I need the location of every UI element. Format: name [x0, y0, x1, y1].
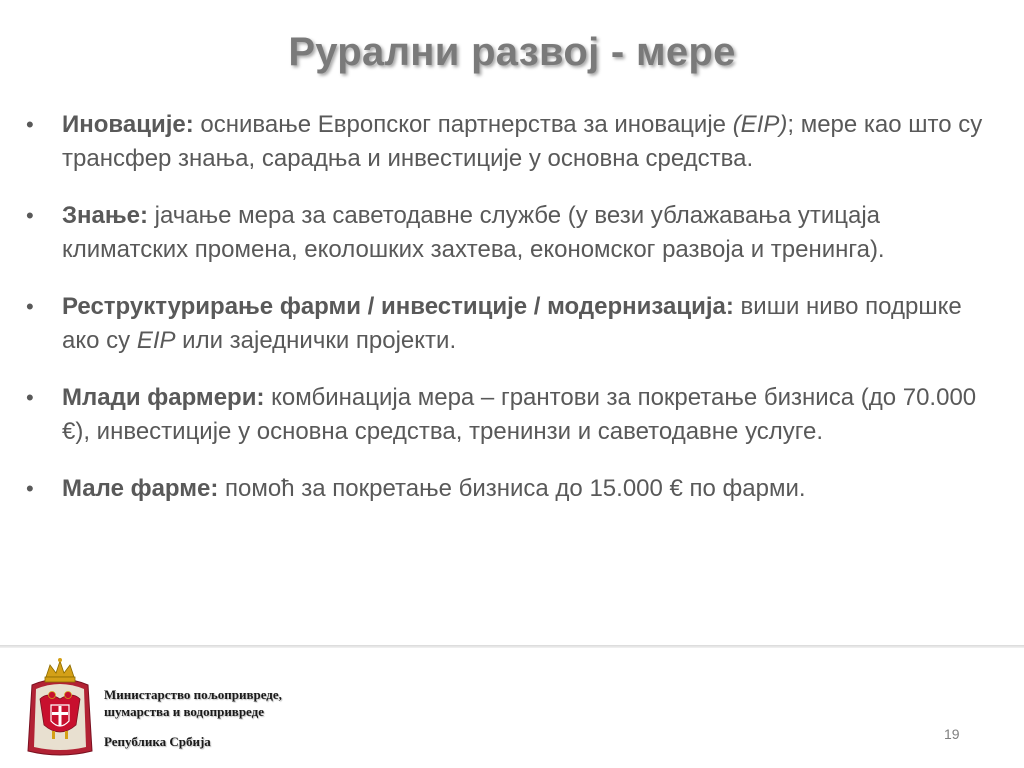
bullet-label: Иновације:	[62, 111, 194, 138]
bullet-item	[24, 199, 984, 267]
bullet-label: Мале фарме:	[62, 475, 219, 502]
bullet-text: оснивање Европског партнерства за иновације	[193, 111, 733, 138]
bullet-dot: •	[26, 476, 34, 501]
bullet-italic: (EIP)	[732, 111, 788, 138]
republic-name: Република Србија	[104, 734, 211, 749]
bullet-item	[24, 290, 984, 358]
bullet-label: Млади фармери:	[62, 384, 265, 411]
bullet-dot: •	[26, 385, 34, 410]
ministry-name-line1: Министарство пољопривреде,	[104, 687, 282, 702]
page-number: 19	[944, 726, 960, 742]
bullet-label: Знање:	[62, 202, 148, 229]
bullet-italic: EIP	[136, 327, 176, 354]
bullet-label: Реструктурирање фарми / инвестиције / модернизација:	[62, 293, 734, 320]
bullet-text: помоћ за покретање бизниса до 15.000 € по фарми.	[218, 475, 806, 502]
bullet-item	[24, 108, 984, 176]
bullet-dot: •	[26, 203, 34, 228]
bullet-list	[24, 108, 984, 529]
footer-divider	[0, 645, 1024, 648]
ministry-name-line2: шумарства и водопривреде	[104, 704, 265, 719]
bullet-text: комбинација мера – грантови за покретање бизниса (до 70.000 €), инвестиције у основна средства, тренинзи и саветодавне услуге.	[62, 384, 977, 445]
bullet-text: виши ниво подршке ако су	[62, 293, 962, 354]
bullet-item	[24, 381, 984, 449]
bullet-text: или заједнички пројекти.	[175, 327, 457, 354]
bullet-dot: •	[26, 112, 34, 137]
slide-title: Рурални развој - мере	[288, 30, 736, 74]
bullet-item	[24, 472, 984, 506]
bullet-text: јачање мера за саветодавне службе (у вези ублажавања утицаја климатских промена, еколошких захтева, економског развоја и тренинга).	[62, 202, 885, 263]
bullet-dot: •	[26, 294, 34, 319]
bullet-text: ; мере као што су трансфер знања, сарадња и инвестиције у основна средства.	[62, 111, 983, 172]
serbian-coat-of-arms-icon	[26, 655, 94, 757]
ministry-label	[104, 686, 282, 750]
